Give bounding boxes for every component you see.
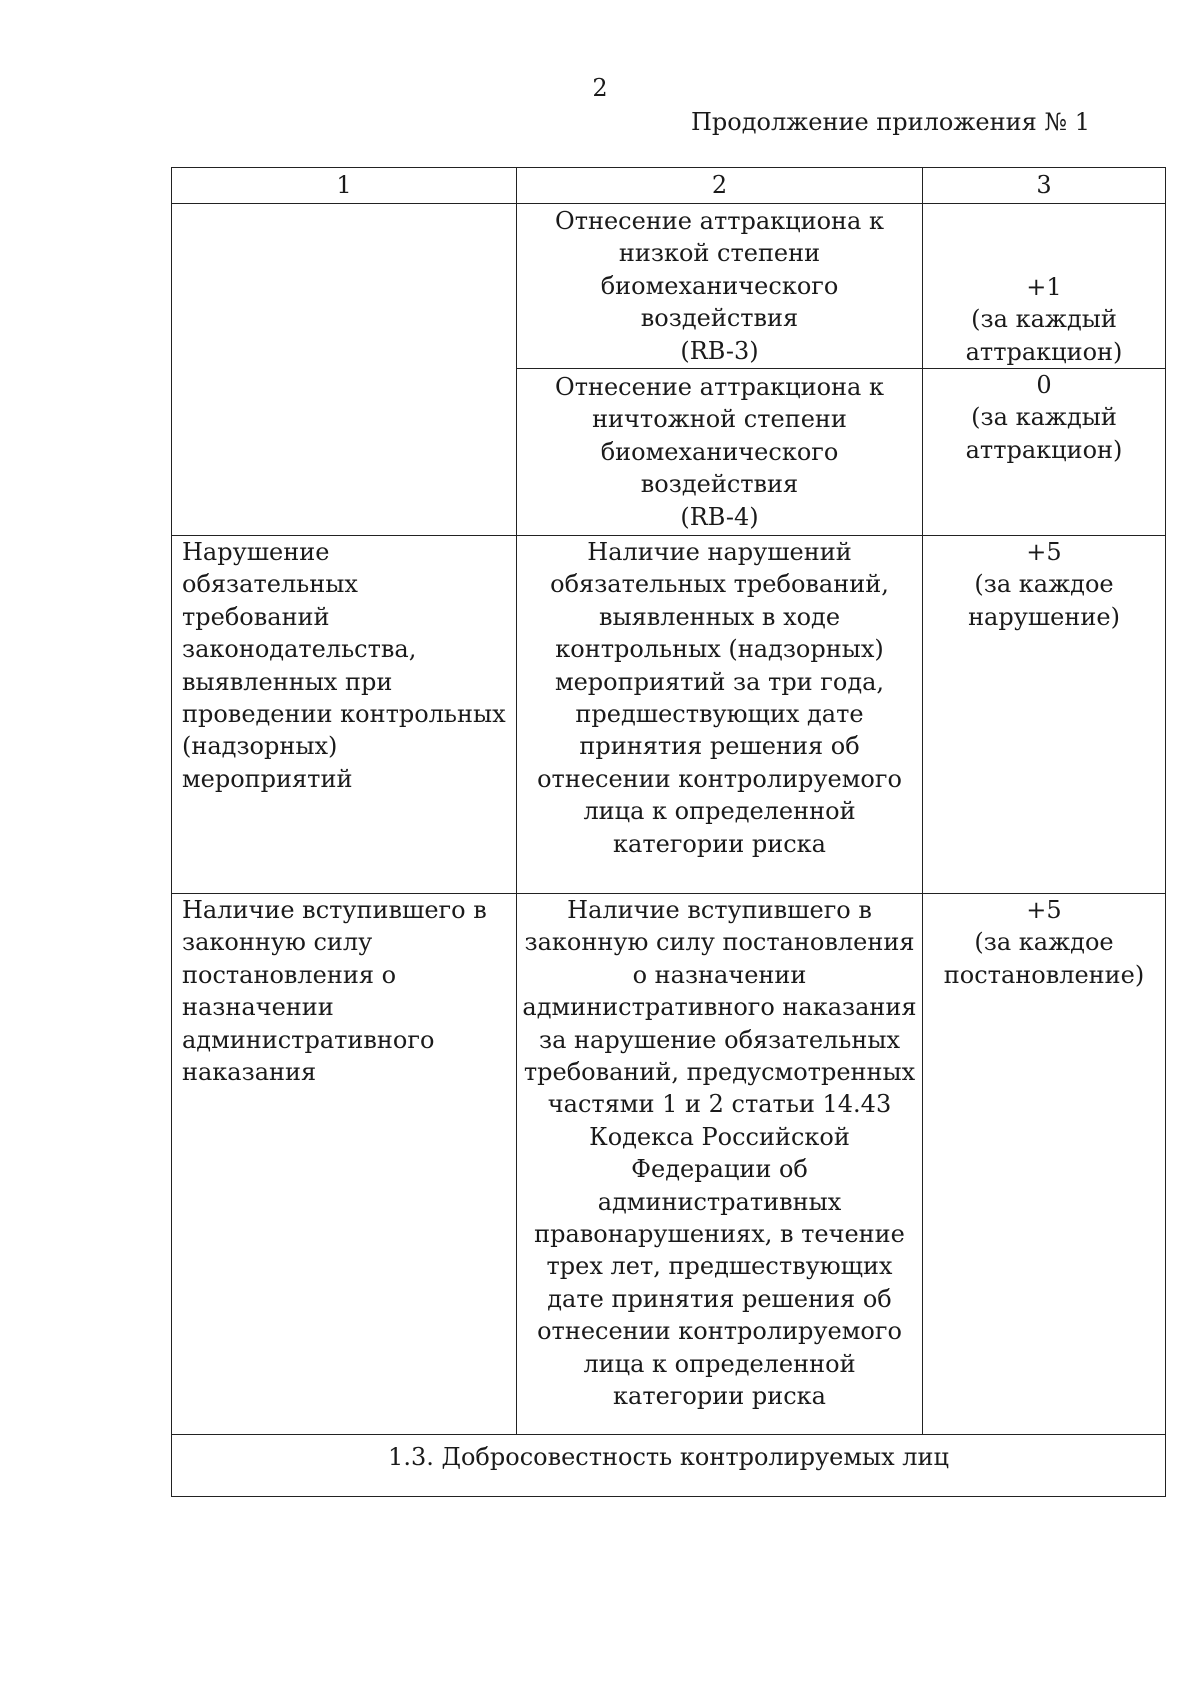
table-row: [172, 536, 1166, 894]
section-heading: 1.3. Добросовестность контролируемых лиц: [172, 1435, 1166, 1497]
appendix-continuation-note: Продолжение приложения № 1: [690, 108, 1090, 136]
table-row: [172, 204, 1166, 369]
points-cell: +5 (за каждое нарушение): [923, 536, 1166, 894]
points-cell: +1 (за каждый аттракцион): [923, 204, 1166, 369]
indicator-cell: Отнесение аттракциона к ничтожной степени биомеханического воздействия (RB-4): [517, 369, 923, 536]
column-header-3: 3: [923, 168, 1166, 204]
section-heading-row: [172, 1435, 1166, 1497]
points-cell: +5 (за каждое постановление): [923, 894, 1166, 1435]
table-header-row: [172, 168, 1166, 204]
criterion-cell: Нарушение обязательных требований законодательства, выявленных при проведении контрольных (надзорных) мероприятий: [172, 536, 517, 894]
points-cell: 0 (за каждый аттракцион): [923, 369, 1166, 536]
column-header-2: 2: [517, 168, 923, 204]
criterion-cell: Наличие вступившего в законную силу постановления о назначении административного наказания: [172, 894, 517, 1435]
indicator-cell: Наличие вступившего в законную силу постановления о назначении административного наказания за нарушение обязательных требований, предусмотренных частями 1 и 2 статьи 14.43 Кодекса Российской Федерации об административных правонарушениях, в течение трех лет, предшествующих дате принятия решения об отнесении контролируемого лица к определенной категории риска: [517, 894, 923, 1435]
table-row: [172, 894, 1166, 1435]
indicator-cell: Отнесение аттракциона к низкой степени биомеханического воздействия (RB-3): [517, 204, 923, 369]
indicator-cell: Наличие нарушений обязательных требований, выявленных в ходе контрольных (надзорных) мероприятий за три года, предшествующих дате принятия решения об отнесении контролируемого лица к определенной категории риска: [517, 536, 923, 894]
column-header-1: 1: [172, 168, 517, 204]
criterion-cell: [172, 204, 517, 536]
page-number: 2: [592, 74, 608, 102]
criteria-table: [171, 167, 1166, 1497]
